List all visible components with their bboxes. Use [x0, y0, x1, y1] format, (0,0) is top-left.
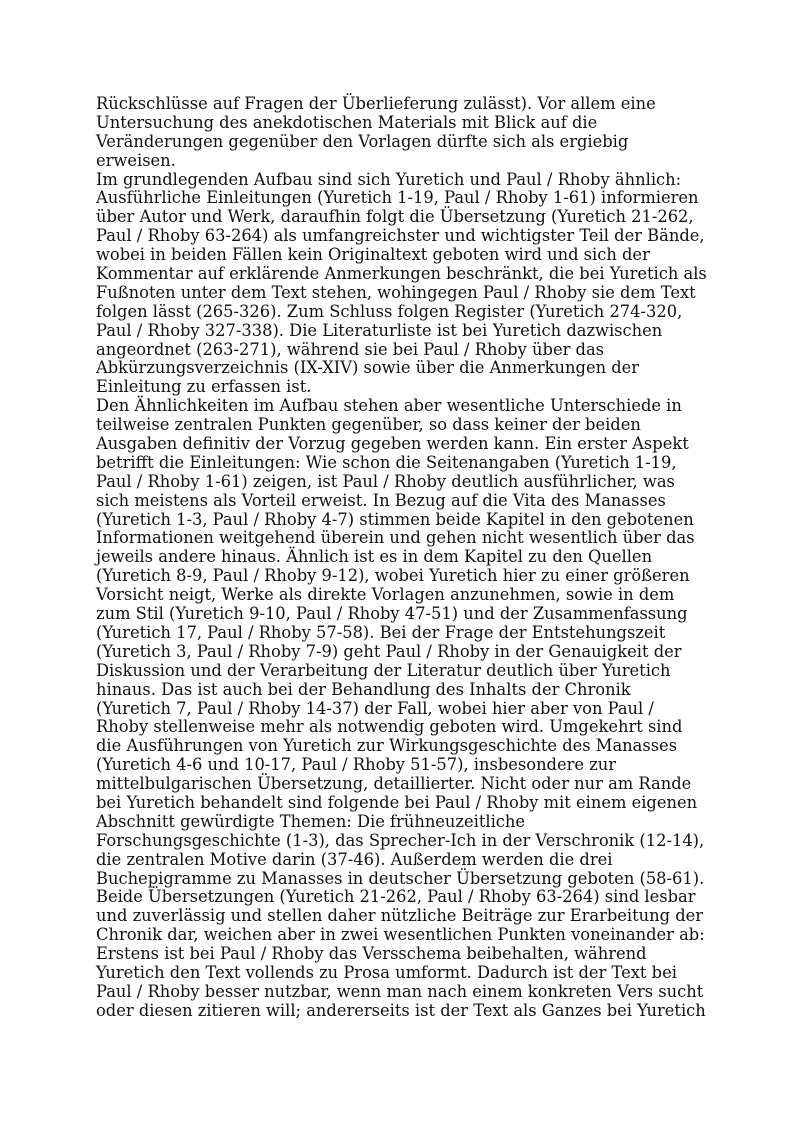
- text-line: Ausführliche Einleitungen (Yuretich 1-19, Paul / Rhoby 1-61) informieren: [96, 188, 699, 208]
- text-line: hinaus. Das ist auch bei der Behandlung des Inhalts der Chronik: [96, 679, 631, 699]
- text-line: (Yuretich 4-6 und 10-17, Paul / Rhoby 51-57), insbesondere zur: [96, 755, 617, 775]
- text-line: (Yuretich 17, Paul / Rhoby 57-58). Bei der Frage der Entstehungszeit: [96, 622, 666, 642]
- text-line: die Ausführungen von Yuretich zur Wirkungsgeschichte des Manasses: [96, 736, 678, 756]
- text-line: bei Yuretich behandelt sind folgende bei Paul / Rhoby mit einem eigenen: [96, 792, 698, 812]
- text-line: Forschungsgeschichte (1-3), das Sprecher-Ich in der Verschronik (12-14),: [96, 830, 705, 850]
- text-line: Paul / Rhoby 63-264) als umfangreichster und wichtigster Teil der Bände,: [96, 226, 705, 246]
- text-line: Paul / Rhoby 1-61) zeigen, ist Paul / Rhoby deutlich ausführlicher, was: [96, 471, 675, 491]
- text-line: Einleitung zu erfassen ist.: [96, 377, 312, 397]
- text-line: Veränderungen gegenüber den Vorlagen dürfte sich als ergiebig: [96, 131, 629, 151]
- text-line: Paul / Rhoby 327-338). Die Literaturliste ist bei Yuretich dazwischen: [96, 320, 663, 340]
- text-line: (Yuretich 3, Paul / Rhoby 7-9) geht Paul / Rhoby in der Genauigkeit der: [96, 641, 682, 661]
- text-line: Ausgaben definitiv der Vorzug gegeben werden kann. Ein erster Aspekt: [96, 434, 689, 454]
- text-line: wobei in beiden Fällen kein Originaltext geboten wird und sich der: [96, 245, 650, 265]
- text-line: Rückschlüsse auf Fragen der Überlieferung zulässt). Vor allem eine: [96, 94, 656, 113]
- text-line: angeordnet (263-271), während sie bei Paul / Rhoby über das: [96, 339, 605, 359]
- text-line: die zentralen Motive darin (37-46). Außerdem werden die drei: [96, 849, 613, 869]
- text-line: sich meistens als Vorteil erweist. In Bezug auf die Vita des Manasses: [96, 490, 666, 510]
- text-line: oder diesen zitieren will; andererseits ist der Text als Ganzes bei Yuretich: [96, 1000, 706, 1020]
- document-body: [96, 95, 708, 1021]
- text-line: mittelbulgarischen Übersetzung, detaillierter. Nicht oder nur am Rande: [96, 774, 692, 794]
- text-line: Paul / Rhoby besser nutzbar, wenn man nach einem konkreten Vers sucht: [96, 981, 704, 1001]
- text-line: Fußnoten unter dem Text stehen, wohingegen Paul / Rhoby sie dem Text: [96, 282, 696, 302]
- text-line: betrifft die Einleitungen: Wie schon die Seitenangaben (Yuretich 1-19,: [96, 452, 677, 472]
- text-line: und zuverlässig und stellen daher nützliche Beiträge zur Erarbeitung der: [96, 906, 704, 926]
- text-line: über Autor und Werk, daraufhin folgt die Übersetzung (Yuretich 21-262,: [96, 207, 694, 227]
- text-line: Diskussion und der Verarbeitung der Literatur deutlich über Yuretich: [96, 660, 671, 680]
- text-line: Rhoby stellenweise mehr als notwendig geboten wird. Umgekehrt sind: [96, 717, 683, 737]
- text-line: Beide Übersetzungen (Yuretich 21-262, Paul / Rhoby 63-264) sind lesbar: [96, 887, 696, 907]
- text-line: (Yuretich 8-9, Paul / Rhoby 9-12), wobei Yuretich hier zu einer größeren: [96, 566, 690, 586]
- text-line: Untersuchung des anekdotischen Materials mit Blick auf die: [96, 112, 598, 132]
- text-line: folgen lässt (265-326). Zum Schluss folgen Register (Yuretich 274-320,: [96, 301, 683, 321]
- text-line: zum Stil (Yuretich 9-10, Paul / Rhoby 47-51) und der Zusammenfassung: [96, 604, 688, 624]
- text-line: Informationen weitgehend überein und gehen nicht wesentlich über das: [96, 528, 695, 548]
- text-line: Den Ähnlichkeiten im Aufbau stehen aber wesentliche Unterschiede in: [96, 396, 682, 416]
- text-line: jeweils andere hinaus. Ähnlich ist es in dem Kapitel zu den Quellen: [96, 547, 653, 567]
- text-line: erweisen.: [96, 150, 176, 170]
- text-line: Abkürzungsverzeichnis (IX-XIV) sowie über die Anmerkungen der: [96, 358, 640, 378]
- text-line: (Yuretich 1-3, Paul / Rhoby 4-7) stimmen beide Kapitel in den gebotenen: [96, 509, 694, 529]
- text-line: Vorsicht neigt, Werke als direkte Vorlagen anzunehmen, sowie in dem: [96, 585, 675, 605]
- text-line: (Yuretich 7, Paul / Rhoby 14-37) der Fall, wobei hier aber von Paul /: [96, 698, 654, 718]
- text-line: Erstens ist bei Paul / Rhoby das Versschema beibehalten, während: [96, 944, 647, 964]
- text-line: Chronik dar, weichen aber in zwei wesentlichen Punkten voneinander ab:: [96, 925, 705, 945]
- text-line: Im grundlegenden Aufbau sind sich Yuretich und Paul / Rhoby ähnlich:: [96, 169, 682, 189]
- text-line: Kommentar auf erklärende Anmerkungen beschränkt, die bei Yuretich als: [96, 264, 707, 284]
- text-line: teilweise zentralen Punkten gegenüber, so dass keiner der beiden: [96, 415, 641, 435]
- text-line: Buchepigramme zu Manasses in deutscher Übersetzung geboten (58-61).: [96, 868, 705, 888]
- text-line: Yuretich den Text vollends zu Prosa umformt. Dadurch ist der Text bei: [96, 962, 677, 982]
- text-line: Abschnitt gewürdigte Themen: Die frühneuzeitliche: [96, 811, 526, 831]
